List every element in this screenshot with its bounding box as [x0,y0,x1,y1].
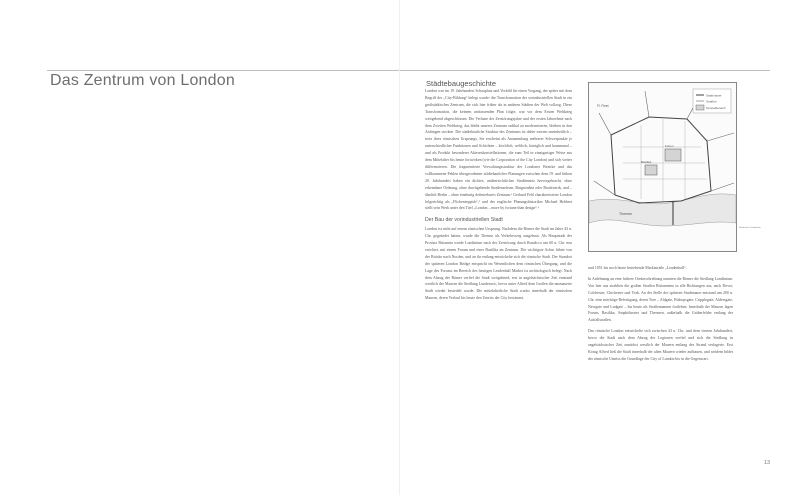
legend-label: Straßen [706,99,717,104]
legend-label: Stadtmauer [706,93,722,98]
header-rule [400,70,770,71]
page-number: 13 [764,460,771,466]
paragraph: London war im 19. Jahrhundert Schauplatz und Vorbild für einen Vorgang, der später mit dem Begriff der „City-Bildung“ belegt wurde: die Transformation der vorindustriellen Stadt in ein großstädtisches Zentrum, die sich hier früher als in anderen Städten der Welt vollzog. Diese Transformation, die keinem umfassenden Plan folgte, war vor dem Ersten Weltkrieg weitgehend abgeschlossen. Die Verluste der Zerstörungsjahre und der ersten Jahrzehnte nach dem Zweiten Weltkrieg, das bleibt unseres Zentrum radikal zu modernisieren, blieben in den Anfängen stecken. Die städtebauliche Struktur des Zentrums ist daher extrem uneinheitlich – trotz ihres römischen Ursprungs. Sie erscheint als Ansammlung mehrerer Schwerpunkte je unterschiedlicher Funktionen und Schichten – kirchlich, weltlich, königlich und kommunal – und als Produkt besonderer Akteurskonstellationen, die zum Teil in einzigartiger Weise aus dem Mittelalter bis heute fortwirken (wie die Corporation of the City London) und sich weiter differenzieren. Die fragmentierte Verwaltungsstruktur der Londoner Bezirke und das vollkommene Fehlen übergeordneter städtebaulicher Planungen zwischen dem 19. und frühen 20. Jahrhundert haben ein dichtes, unübersichtliches Straßennetz hervorgebracht, ohne erkennbare Ordnung, ohne durchgehende Straßenachsen, Ringstraßen oder Boulevards, und – ähnlich Berlin – ohne eindeutig definierbares Zentrum.¹ Gerhard Fehl charakterisierte London folgerichtig als „Flickenteppich“,² und der englische Planungshistoriker Michael Hebbert stellt sein Werk unter den Titel „London – more by fortune than design“.³ [425,89,572,211]
chapter-title: Das Zentrum von London [50,72,235,89]
city-map-figure [588,82,737,252]
map-label: Themse [619,212,632,216]
right-page [400,0,800,495]
paragraph: und 1851 bis noch heute bestehende Marktstraße „Leadenhall“. [588,266,687,270]
section-heading: Städtebaugeschichte [426,79,497,88]
paragraph: London ist nicht auf einem römischen Ursprung. Nachdem die Römer die Stadt im Jahre 43 n. Chr. gegründet hatten, wurde die Themse als Verkehrsweg ausgebaut. Als Hauptstadt der Provinz Britannia wurde Londinium nach der Zerstörung durch Boudicca um 60 n. Chr. neu errichtet, mit einem Forum und einer Basilika im Zentrum. Die wichtigste Achse führte von der Brücke nach Norden, und an ihr entlang entwickelte sich die römische Stadt. Der Standort der späteren London Bridge entspricht im Wesentlichen dem römischen Übergang, und die Lage des Forums im Bereich des heutigen Leadenhall Market ist archäologisch belegt. Nach dem Abzug der Römer verfiel die Stadt weitgehend; erst in angelsächsischer Zeit entstand westlich der Mauern die Siedlung Lundenwic, bevor unter Alfred dem Großen die ummauerte Stadt wieder besiedelt wurde. Die mittelalterliche Stadt wuchs innerhalb der römischen Mauern, deren Verlauf bis heute den Umriss der City bestimmt. [425,227,572,301]
forum-block [665,149,681,161]
temple-block [645,165,657,175]
title-rule [47,70,399,71]
text-column-2 [588,265,733,465]
legend-label: Tempelbereich [706,106,726,110]
text-column-1 [425,88,572,460]
legend-swatch-temple [696,105,704,110]
paragraph: Das römische London entwickelte sich zwischen 43 n. Chr. und dem vierten Jahrhundert, bevor die Stadt nach dem Abzug der Legionen verfiel und sich die Siedlung in angelsächsischer Zeit zunächst westlich der Mauern entlang des Strand verlagerte. Erst König Alfred ließ die Stadt innerhalb der alten Mauern wieder aufbauen, und seitdem bildet der römische Umriss die Grundlage der City of London bis in die Gegenwart. [588,329,733,361]
river-shape [589,194,736,226]
map-label: Forum [665,144,674,148]
map-label: Fl. Fleet [597,104,609,108]
city-wall-outline [611,117,711,203]
map-caption: Römisches Londinium [739,226,761,229]
map-svg [589,83,736,251]
map-label: Basilika [641,160,652,164]
sub-heading: Der Bau der vorindustriellen Stadt [425,217,503,224]
paragraph: In Anlehnung an eine frühere Ortsbeschreibung nannten die Römer die Siedlung Londinium. Von hier aus strahlten die großen Straßen Britanniens in alle Richtungen aus, nach Dover, Colchester, Chichester und York. An der Stelle der späteren Stadtmauer entstand um 200 n. Chr. eine mächtige Befestigung, deren Tore – Aldgate, Bishopsgate, Cripplegate, Aldersgate, Newgate und Ludgate – bis heute als Straßennamen fortleben. Innerhalb der Mauern lagen Forum, Basilika, Amphitheater und Thermen, außerhalb die Gräberfelder entlang der Ausfallstraßen. [588,276,733,323]
